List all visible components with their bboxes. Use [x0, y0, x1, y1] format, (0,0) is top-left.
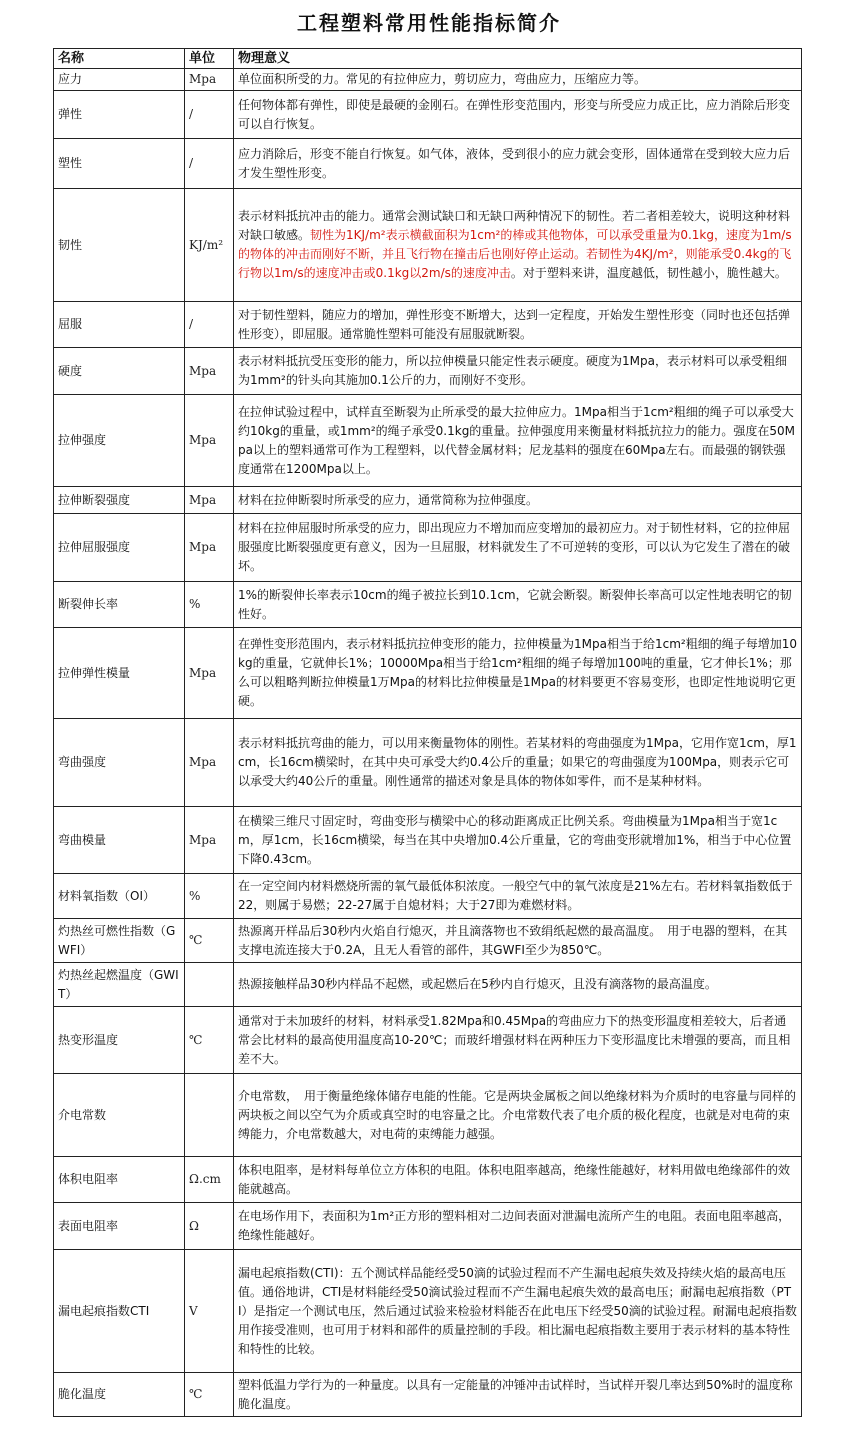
row-unit: KJ/m² — [185, 189, 234, 302]
row-name: 拉伸断裂强度 — [54, 487, 185, 514]
row-unit — [185, 963, 234, 1007]
property-table — [53, 48, 802, 1417]
row-name: 弯曲模量 — [54, 807, 185, 874]
header-unit: 单位 — [185, 49, 234, 69]
table-row — [54, 514, 802, 582]
row-unit — [185, 1074, 234, 1157]
row-unit: % — [185, 582, 234, 628]
row-name: 灼热丝起燃温度（GWIT） — [54, 963, 185, 1007]
row-name: 灼热丝可燃性指数（GWFI） — [54, 919, 185, 963]
row-name: 表面电阻率 — [54, 1203, 185, 1250]
row-unit: Ω — [185, 1203, 234, 1250]
header-name: 名称 — [54, 49, 185, 69]
row-unit: / — [185, 302, 234, 348]
row-desc: 通常对于未加玻纤的材料，材料承受1.82Mpa和0.45Mpa的弯曲应力下的热变形温度相差较大，后者通常会比材料的最高使用温度高10-20℃；而玻纤增强材料在两种压力下变形温度比未增强的要高，而且相差不大。 — [234, 1007, 802, 1074]
row-desc: 1%的断裂伸长率表示10cm的绳子被拉长到10.1cm，它就会断裂。断裂伸长率高可以定性地表明它的韧性好。 — [234, 582, 802, 628]
row-unit: ℃ — [185, 1007, 234, 1074]
row-unit: Mpa — [185, 395, 234, 487]
table-row — [54, 628, 802, 719]
row-unit: V — [185, 1250, 234, 1373]
header-meaning: 物理意义 — [234, 49, 802, 69]
table-row — [54, 348, 802, 395]
row-name: 断裂伸长率 — [54, 582, 185, 628]
row-unit: % — [185, 874, 234, 919]
table-row — [54, 1250, 802, 1373]
row-unit: Ω.cm — [185, 1157, 234, 1203]
table-row — [54, 1157, 802, 1203]
table-row — [54, 91, 802, 139]
table-row — [54, 139, 802, 189]
table-row — [54, 302, 802, 348]
toughness-desc-example: 韧性为1KJ/m²表示横截面积为1cm²的棒或其他物体，可以承受重量为0.1kg，速度为1m/s的物体的冲击而刚好不断，并且飞行物在撞击后也刚好停止运动。若韧性为4KJ/m²，则能承受0.4kg的飞行物以1m/s的速度冲击或0.1kg以2m/s的速度冲击 — [238, 228, 792, 280]
row-desc: 材料在拉伸断裂时所承受的应力，通常简称为拉伸强度。 — [234, 487, 802, 514]
row-name: 体积电阻率 — [54, 1157, 185, 1203]
row-desc — [234, 189, 802, 302]
table-header-row — [54, 49, 802, 69]
row-name: 介电常数 — [54, 1074, 185, 1157]
row-desc: 介电常数， 用于衡量绝缘体储存电能的性能。它是两块金属板之间以绝缘材料为介质时的电容量与同样的两块板之间以空气为介质或真空时的电容量之比。介电常数代表了电介质的极化程度，也就是对电荷的束缚能力，介电常数越大，对电荷的束缚能力越强。 — [234, 1074, 802, 1157]
row-name: 硬度 — [54, 348, 185, 395]
table-row — [54, 963, 802, 1007]
row-unit: Mpa — [185, 628, 234, 719]
row-desc: 应力消除后，形变不能自行恢复。如气体，液体，受到很小的应力就会变形，固体通常在受到较大应力后才发生塑性形变。 — [234, 139, 802, 189]
row-desc: 任何物体都有弹性，即使是最硬的金刚石。在弹性形变范围内，形变与所受应力成正比，应力消除后形变可以自行恢复。 — [234, 91, 802, 139]
row-unit: ℃ — [185, 919, 234, 963]
page-title: 工程塑料常用性能指标简介 — [297, 11, 561, 35]
row-desc: 单位面积所受的力。常见的有拉伸应力，剪切应力，弯曲应力，压缩应力等。 — [234, 69, 802, 91]
table-row — [54, 1373, 802, 1417]
row-unit: ℃ — [185, 1373, 234, 1417]
row-desc: 在电场作用下，表面积为1m²正方形的塑料相对二边间表面对泄漏电流所产生的电阻。表面电阻率越高，绝缘性能越好。 — [234, 1203, 802, 1250]
row-desc: 塑料低温力学行为的一种量度。以具有一定能量的冲锤冲击试样时，当试样开裂几率达到50%时的温度称脆化温度。 — [234, 1373, 802, 1417]
row-name: 弹性 — [54, 91, 185, 139]
row-name: 拉伸屈服强度 — [54, 514, 185, 582]
row-desc: 在弹性变形范围内，表示材料抵抗拉伸变形的能力，拉伸模量为1Mpa相当于给1cm²粗细的绳子每增加10kg的重量，它就伸长1%；10000Mpa相当于给1cm²粗细的绳子每增加100吨的重量，它才伸长1%；那么可以粗略判断拉伸模量1万Mpa的材料比拉伸模量是1Mpa的材料要更不容易变形，也即定性地说明它更硬。 — [234, 628, 802, 719]
table-row — [54, 582, 802, 628]
row-name: 拉伸强度 — [54, 395, 185, 487]
row-unit: Mpa — [185, 348, 234, 395]
table-row — [54, 919, 802, 963]
row-unit: Mpa — [185, 514, 234, 582]
row-unit: Mpa — [185, 69, 234, 91]
table-row — [54, 1203, 802, 1250]
row-name: 脆化温度 — [54, 1373, 185, 1417]
row-unit: Mpa — [185, 807, 234, 874]
row-unit: / — [185, 91, 234, 139]
row-name: 屈服 — [54, 302, 185, 348]
row-desc: 体积电阻率，是材料每单位立方体积的电阻。体积电阻率越高，绝缘性能越好，材料用做电绝缘部件的效能就越高。 — [234, 1157, 802, 1203]
row-unit: Mpa — [185, 487, 234, 514]
row-name: 韧性 — [54, 189, 185, 302]
row-name: 材料氧指数（OI） — [54, 874, 185, 919]
row-desc: 热源接触样品30秒内样品不起燃，或起燃后在5秒内自行熄灭，且没有滴落物的最高温度。 — [234, 963, 802, 1007]
toughness-desc-intro: 表示材料抵抗冲击的能力。通常会测试缺口和无缺口两种情况下的韧性。若二者相差较大，说明这种材料对缺口敏感。 — [238, 209, 791, 242]
table-row — [54, 487, 802, 514]
row-name: 塑性 — [54, 139, 185, 189]
table-row — [54, 1074, 802, 1157]
table-row — [54, 395, 802, 487]
row-name: 热变形温度 — [54, 1007, 185, 1074]
table-row — [54, 807, 802, 874]
row-name: 弯曲强度 — [54, 719, 185, 807]
row-desc: 在横梁三维尺寸固定时，弯曲变形与横梁中心的移动距离成正比例关系。弯曲模量为1Mpa相当于宽1cm，厚1cm，长16cm横梁，每当在其中央增加0.4公斤重量，它的弯曲变形就增加1%，相当于中心位置下降0.43cm。 — [234, 807, 802, 874]
table-row — [54, 69, 802, 91]
table-row — [54, 874, 802, 919]
row-desc: 在拉伸试验过程中，试样直至断裂为止所承受的最大拉伸应力。1Mpa相当于1cm²粗细的绳子可以承受大约10kg的重量，或1mm²的绳子承受0.1kg的重量。拉伸强度用来衡量材料抵抗拉力的能力。强度在50Mpa以上的塑料通常可作为工程塑料，以代替金属材料；尼龙基料的强度在60Mpa左右。而最强的钢铁强度通常在1200Mpa以上。 — [234, 395, 802, 487]
row-desc: 表示材料抵抗弯曲的能力，可以用来衡量物体的刚性。若某材料的弯曲强度为1Mpa，它用作宽1cm，厚1cm，长16cm横梁时，在其中央可承受大约0.4公斤的重量；如果它的弯曲强度为100Mpa，则表示它可以承受大约40公斤的重量。刚性通常的描述对象是具体的物体如零件，而不是某种材料。 — [234, 719, 802, 807]
row-desc: 表示材料抵抗受压变形的能力，所以拉伸模量只能定性表示硬度。硬度为1Mpa，表示材料可以承受粗细为1mm²的针头向其施加0.1公斤的力，而刚好不变形。 — [234, 348, 802, 395]
row-unit: / — [185, 139, 234, 189]
table-row — [54, 1007, 802, 1074]
row-desc: 漏电起痕指数(CTI)：五个测试样品能经受50滴的试验过程而不产生漏电起痕失效及持续火焰的最高电压值。通俗地讲，CTI是材料能经受50滴试验过程而不产生漏电起痕失效的最高电压；耐漏电起痕指数（PTI）是指定一个测试电压，然后通过试验来检验材料能否在此电压下经受50滴的试验过程。耐漏电起痕指数用作接受准则，也可用于材料和部件的质量控制的手段。相比漏电起痕指数主要用于表示材料的基本特性和特性的比较。 — [234, 1250, 802, 1373]
row-desc: 对于韧性塑料，随应力的增加，弹性形变不断增大，达到一定程度，开始发生塑性形变（同时也还包括弹性形变），即屈服。通常脆性塑料可能没有屈服就断裂。 — [234, 302, 802, 348]
row-desc: 在一定空间内材料燃烧所需的氧气最低体积浓度。一般空气中的氧气浓度是21%左右。若材料氧指数低于22，则属于易燃；22-27属于自熄材料；大于27即为难燃材料。 — [234, 874, 802, 919]
row-desc: 材料在拉伸屈服时所承受的应力，即出现应力不增加而应变增加的最初应力。对于韧性材料，它的拉伸屈服强度比断裂强度更有意义，因为一旦屈服，材料就发生了不可逆转的变形，可以认为它发生了潜在的破坏。 — [234, 514, 802, 582]
row-desc: 热源离开样品后30秒内火焰自行熄灭，并且滴落物也不致绢纸起燃的最高温度。 用于电器的塑料，在其支撑电流连接大于0.2A，且无人看管的部件，其GWFI至少为850℃。 — [234, 919, 802, 963]
row-unit: Mpa — [185, 719, 234, 807]
toughness-desc-summary: 。对于塑料来讲，温度越低，韧性越小，脆性越大。 — [510, 266, 787, 280]
table-row — [54, 189, 802, 302]
row-name: 拉伸弹性模量 — [54, 628, 185, 719]
row-name: 应力 — [54, 69, 185, 91]
table-row — [54, 719, 802, 807]
row-name: 漏电起痕指数CTI — [54, 1250, 185, 1373]
